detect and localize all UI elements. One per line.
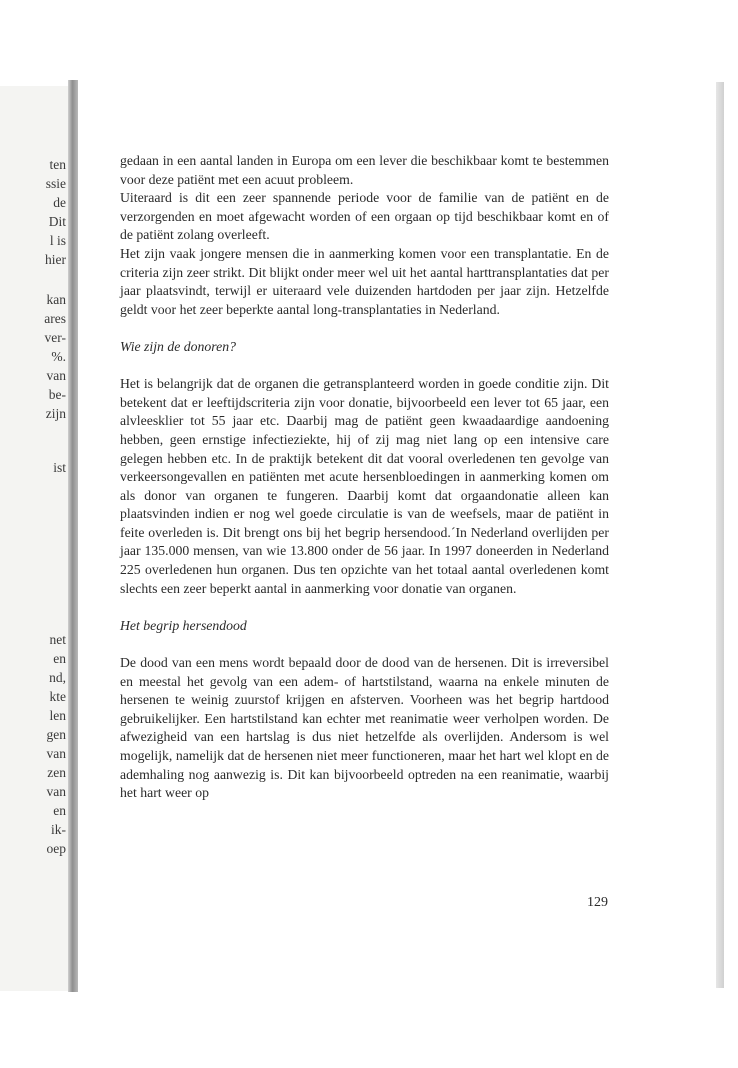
spacer bbox=[120, 319, 609, 338]
left-fragment: nd, bbox=[49, 670, 66, 685]
section-heading: Het begrip hersendood bbox=[120, 617, 247, 633]
left-fragment: hier bbox=[45, 252, 66, 267]
paragraph: Uiteraard is dit een zeer spannende periode voor de familie van de patiënt en de verzorgenden en moet afgewacht worden of een orgaan op tijd beschikbaar komt en of de patiënt zolang overleeft. bbox=[120, 190, 609, 243]
left-fragment: van bbox=[46, 368, 66, 383]
left-fragment: van bbox=[46, 746, 66, 761]
left-fragment: de bbox=[53, 195, 66, 210]
left-fragment: l is bbox=[49, 233, 66, 248]
paragraph: Het is belangrijk dat de organen die getransplanteerd worden in goede conditie zijn. Dit betekent dat er leeftijdscriteria zijn voor donatie, bijvoorbeeld een lever tot 65 jaar, een alvleesklier tot 55 jaar etc. Daarbij mag de patiënt geen kwaadaardige aandoening hebben, geen ernstige infectieziekte, hij of zij mag niet lang op een intensive care gelegen hebben etc. In de praktijk betekent dit dat vooral overledenen ten gevolge van verkeersongevallen en patiënten met acute hersenbloedingen in aanmerking komen om als donor van organen te fungeren. Daarbij komt dat orgaandonatie alleen kan plaatsvinden indien er nog wel goede circulatie is van de weefsels, maar de patiënt in feite overleden is. Dit brengt ons bij het begrip hersendood.´In Nederland overlijden per jaar 135.000 mensen, van wie 13.800 onder de 56 jaar. In 1997 doneerden in Nederland 225 overledenen hun organen. Dus ten opzichte van het totaal aantal overledenen komt slechts een zeer beperkt aantal in aanmerking voor donatie van organen. bbox=[120, 376, 609, 596]
left-fragment: zen bbox=[47, 765, 66, 780]
left-fragment: be- bbox=[48, 387, 66, 402]
paragraph: De dood van een mens wordt bepaald door de dood van de hersenen. Dit is irreversibel en meestal het gevolg van een adem- of hartstilstand, waarna na enkele minuten de hersenen te weinig zuurstof krijgen en afsterven. Voorheen was het begrip hartdood gebruikelijker. Een hartstilstand kan echter met reanimatie weer verholpen worden. De afwezigheid van een hartslag is dus niet hetzelfde als overlijden. Andersom is wel mogelijk, namelijk dat de hersenen niet meer functioneren, maar het hart wel klopt en de ademhaling nog aanwezig is. Dit kan bijvoorbeeld optreden na een reanimatie, waarbij het hart weer op bbox=[120, 655, 609, 801]
book-gutter bbox=[68, 80, 78, 992]
body-text bbox=[120, 152, 609, 803]
spacer bbox=[120, 357, 609, 376]
paragraph: gedaan in een aantal landen in Europa om een lever die beschikbaar komt te bestemmen voor deze patiënt met een acuut probleem. bbox=[120, 153, 609, 187]
left-fragment: van bbox=[46, 784, 66, 799]
left-fragment: ist bbox=[53, 460, 66, 475]
left-fragment: Dit bbox=[48, 214, 66, 229]
left-fragment: ares bbox=[44, 311, 66, 326]
page-edge bbox=[716, 82, 724, 988]
spacer bbox=[120, 635, 609, 654]
left-fragment: net bbox=[49, 632, 66, 647]
left-fragment: en bbox=[53, 803, 66, 818]
left-fragment: kan bbox=[46, 292, 66, 307]
spacer bbox=[120, 598, 609, 617]
left-fragment: ik- bbox=[51, 822, 66, 837]
paragraph: Het zijn vaak jongere mensen die in aanmerking komen voor een transplantatie. En de criteria zijn zeer strikt. Dit blijkt onder meer wel uit het aantal harttransplantaties dat per jaar plaatsvindt, terwijl er uiteraard vele duizenden hartdoden per jaar zijn. Hetzelfde geldt voor het zeer beperkte aantal long-transplantaties in Nederland. bbox=[120, 245, 609, 317]
left-fragment: kte bbox=[49, 689, 66, 704]
left-fragment: ver- bbox=[44, 330, 66, 345]
left-fragment: %. bbox=[51, 349, 66, 364]
left-fragment: zijn bbox=[45, 406, 66, 421]
left-fragment: len bbox=[49, 708, 66, 723]
left-fragment: oep bbox=[46, 841, 66, 856]
left-fragment: ten bbox=[49, 157, 66, 172]
left-fragment: en bbox=[53, 651, 66, 666]
left-page-strip bbox=[0, 86, 68, 991]
left-fragment: gen bbox=[46, 727, 66, 742]
left-fragment: ssie bbox=[45, 176, 66, 191]
section-heading: Wie zijn de donoren? bbox=[120, 338, 236, 354]
page-number: 129 bbox=[587, 895, 608, 910]
